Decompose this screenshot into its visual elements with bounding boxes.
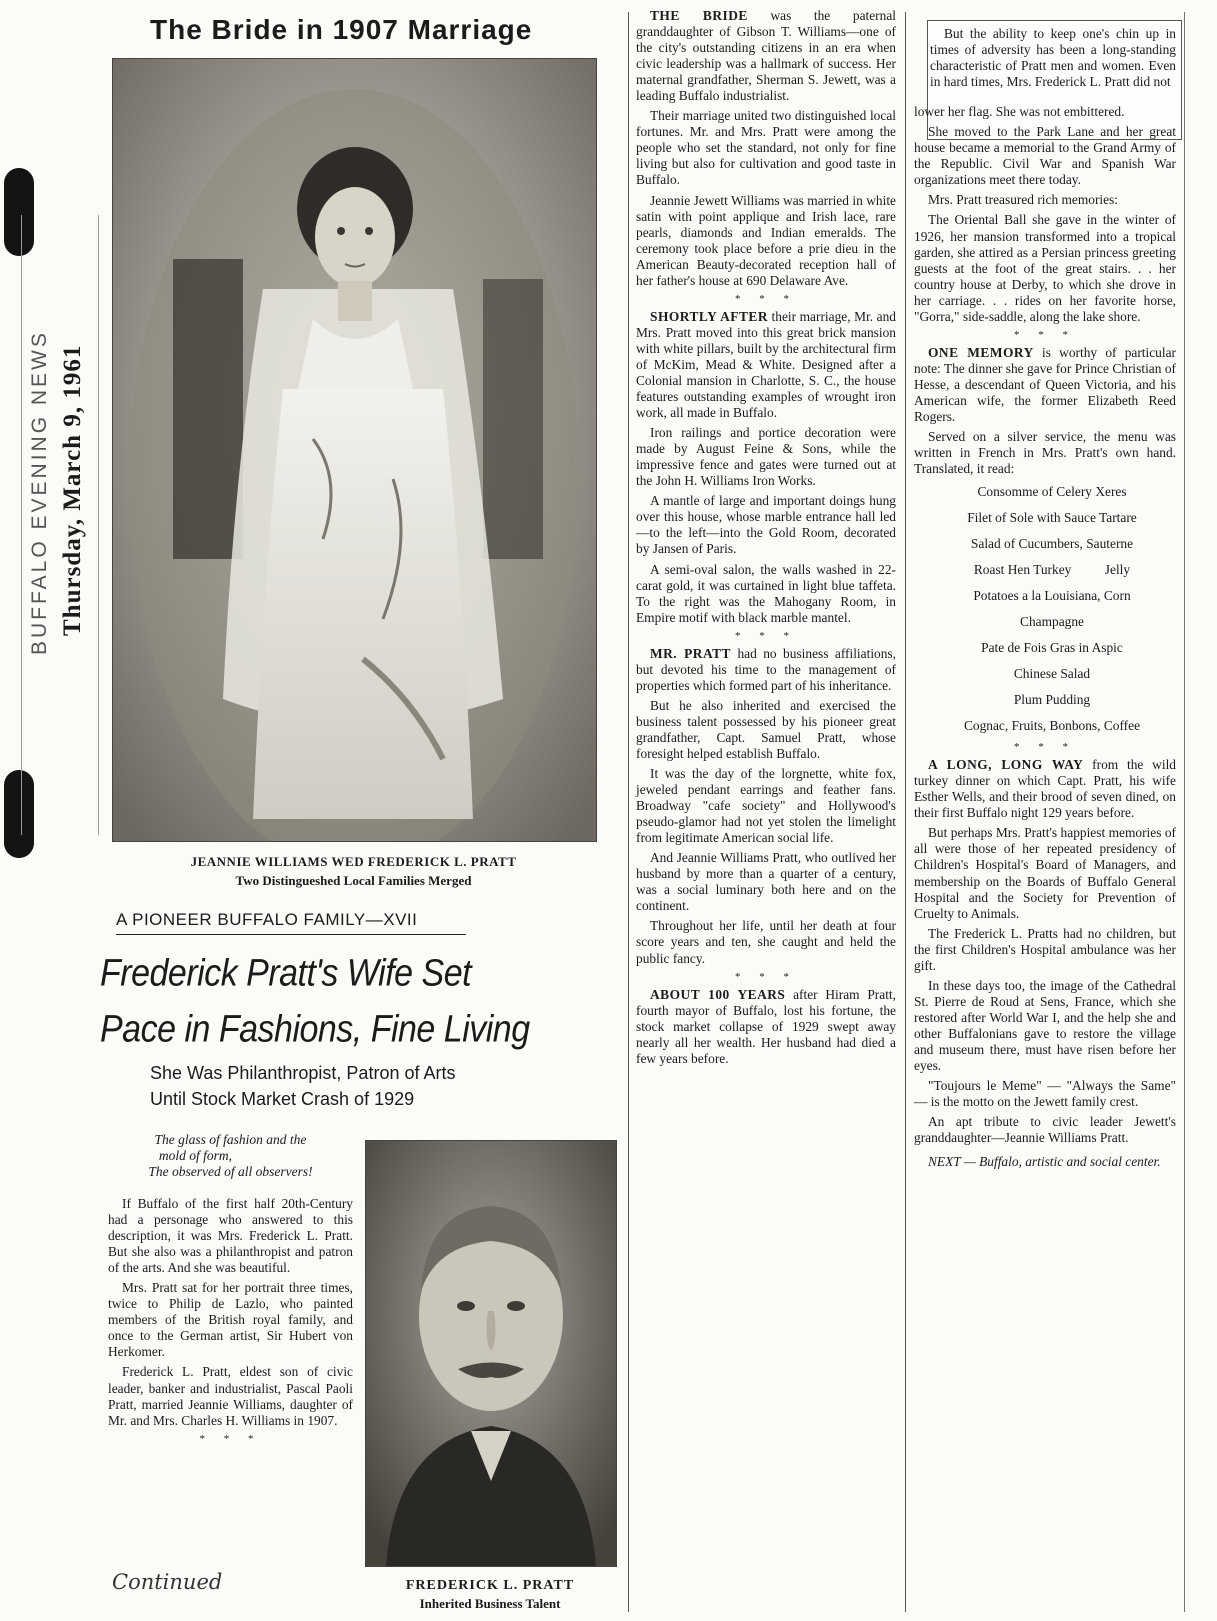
series-rule (116, 934, 466, 935)
column1-paragraph: If Buffalo of the first half 20th-Century had a personage who answered to this description, it was Mrs. Frederick L. Pratt. But she also was a philanthropist and patron of the arts. And she was beautiful. (108, 1196, 353, 1276)
column3-paragraph: The Frederick L. Pratts had no children, but the first Children's Hospital ambulance was her gift. (914, 925, 1176, 973)
column1-paragraph: Frederick L. Pratt, eldest son of civic leader, banker and industrialist, Pascal Paoli Pratt, married Jeannie Williams, daughter of Mr. and Mrs. Charles H. Williams in 1907. (108, 1364, 353, 1428)
bride-photo-caption (112, 852, 595, 890)
section-divider: * * * (735, 970, 797, 983)
section-divider: * * * (1014, 741, 1076, 754)
pratt-portrait-photo (365, 1140, 617, 1567)
column2-paragraph: Throughout her life, until her death at four score years and ten, she caught and held the public fancy. (636, 918, 896, 966)
column-rule-far-right (1184, 12, 1185, 1612)
lead-in: SHORTLY AFTER (650, 308, 768, 324)
column2-paragraph: Jeannie Jewett Williams was married in white satin with point applique and Irish lace, rare pearls, diamonds and Indian emeralds. The ceremony took place before a prie dieu in the American Beauty-decorated reception hall of her father's house at 690 Delaware Ave. (636, 192, 896, 288)
column3-paragraph: "Toujours le Meme" — "Always the Same" — is the motto on the Jewett family crest. (914, 1078, 1176, 1110)
dinner-menu (914, 481, 1176, 737)
menu-item: Champagne (1020, 614, 1084, 630)
column3-paragraph: A LONG, LONG WAY from the wild turkey dinner on which Capt. Pratt, his wife Esther Wells, and their brood of seven dined, on their first Buffalo night 129 years before. (914, 757, 1176, 821)
column3-paragraph: Mrs. Pratt treasured rich memories: (928, 192, 1119, 208)
column3-paragraph: The Oriental Ball she gave in the winter of 1926, her mansion transformed into a tropical garden, she attired as a Persian princess greeting guests at the foot of the great stairs. . . her country house at Derby, to which she drove in her carriage. . . rides on her favorite horse, "Gorra," side-saddle, along the lake shore. (914, 212, 1176, 324)
menu-item: Pate de Fois Gras in Aspic (981, 640, 1123, 656)
masthead-paper: BUFFALO EVENING NEWS (28, 330, 51, 655)
column3-paragraph: lower her flag. She was not embittered. (914, 104, 1125, 120)
column1-text (108, 1196, 353, 1449)
epigraph-line1: The glass of fashion and the (154, 1132, 307, 1147)
lead-in: MR. PRATT (650, 645, 731, 661)
column2-paragraph: Iron railings and portice decoration were made by August Feine & Sons, while the impressive fence and gates were turned out at the John H. Williams Iron Works. (636, 425, 896, 489)
section-divider: * * * (735, 629, 797, 642)
menu-item: Plum Pudding (1013, 692, 1091, 708)
headline-line1: Frederick Pratt's Wife Set (100, 951, 472, 995)
bride-caption-line1: JEANNIE WILLIAMS WED FREDERICK L. PRATT (190, 854, 517, 869)
headline-line2: Pace in Fashions, Fine Living (100, 1007, 530, 1051)
column2-paragraph: Their marriage united two distinguished local fortunes. Mr. and Mrs. Pratt were among the people who set the standard, not only for fine living but also for cultivation and good taste in Buffalo. (636, 108, 896, 188)
column3-text (914, 26, 1176, 1174)
bride-caption-line2: Two Distingueshed Local Families Merged (235, 873, 472, 888)
menu-item: Salad of Cucumbers, Sauterne (970, 536, 1134, 552)
column3-paragraph: Served on a silver service, the menu was written in French in Mrs. Pratt's own hand. Translated, it read: (914, 429, 1176, 477)
epigraph-line2: mold of form, (158, 1148, 233, 1163)
column2-paragraph: SHORTLY AFTER their marriage, Mr. and Mrs. Pratt moved into this great brick mansion with white pillars, built by the architectural firm of McKim, Mead & White. Designed after a Colonial mansion in Charlotte, S. C., the house features outstanding examples of wrought iron work, all made in Buffalo. (636, 308, 896, 421)
main-headline (100, 945, 615, 1057)
epigraph (108, 1132, 353, 1180)
column2-paragraph: But he also inherited and exercised the business talent possessed by his pioneer great grandfather, Capt. Samuel Pratt, whose foresight helped establish Buffalo. (636, 697, 896, 761)
masthead-border (21, 215, 22, 835)
masthead-border-right (98, 215, 99, 835)
column3-paragraph: But the ability to keep one's chin up in times of adversity has been a long-standing characteristic of Pratt men and women. Even in hard times, Mrs. Frederick L. Pratt did not (930, 26, 1176, 90)
column3-paragraph: ONE MEMORY is worthy of particular note: The dinner she gave for Prince Christian of Hesse, a descendant of Queen Victoria, and his American wife, the former Elizabeth Reed Rogers. (914, 344, 1177, 424)
lead-in: ONE MEMORY (928, 344, 1034, 360)
pratt-caption-line1: FREDERICK L. PRATT (405, 1578, 575, 1593)
next-installment: NEXT — Buffalo, artistic and social center. (928, 1154, 1161, 1170)
binder-hole-top (4, 168, 34, 256)
section-divider: * * * (199, 1432, 262, 1445)
column2-text (636, 8, 896, 1071)
pratt-caption-line2: Inherited Business Talent (419, 1596, 561, 1611)
column2-paragraph: And Jeannie Williams Pratt, who outlived her husband by more than a quarter of a century, was a social luminary both here and on the continent. (636, 850, 896, 914)
column-rule-left (628, 12, 629, 1612)
subhead-line2: Until Stock Market Crash of 1929 (150, 1089, 415, 1109)
column2-paragraph: It was the day of the lorgnette, white fox, jeweled pendant earrings and feather fans. Broadway "cafe society" and Hollywood's pseudo-glamor had not yet stolen the limelight from legitimate American social life. (636, 766, 896, 846)
pratt-photo-caption (365, 1577, 615, 1613)
column1-paragraph: Mrs. Pratt sat for her portrait three times, twice to Philip de Lazlo, who painted members of the British royal family, and once to the German artist, Sir Hubert von Herkomer. (108, 1280, 353, 1360)
column2-paragraph: A mantle of large and important doings hung over this house, whose marble entrance hall led—to the left—into the Gold Room, decorated by Jansen of Paris. (636, 493, 896, 557)
subhead (150, 1060, 455, 1112)
column2-paragraph: A semi-oval salon, the walls washed in 22-carat gold, it was curtained in light blue taffeta. To the right was the Mahogany Room, in Empire motif with black marble mantel. (636, 561, 896, 625)
column3-paragraph: She moved to the Park Lane and her great house became a memorial to the Grand Army of the Republic. Civil War and Spanish War organizations meet there today. (914, 124, 1176, 188)
pratt-portrait-image (366, 1141, 616, 1566)
column3-paragraph: In these days too, the image of the Cathedral St. Pierre de Roud at Sens, France, which she restored after World War I, and the help she and other Buffalonians gave to restore the village and museum there, must have risen before her eyes. (914, 977, 1176, 1074)
menu-item: Filet of Sole with Sauce Tartare (967, 510, 1137, 526)
handwritten-continued: Continued (112, 1570, 223, 1594)
epigraph-line3: The observed of all observers! (148, 1164, 313, 1179)
column3-paragraph: An apt tribute to civic leader Jewett's granddaughter—Jeannie Williams Pratt. (914, 1114, 1176, 1146)
menu-item: Cognac, Fruits, Bonbons, Coffee (963, 718, 1141, 734)
lead-in: A LONG, LONG WAY (928, 757, 1084, 773)
lead-in: ABOUT 100 YEARS (650, 986, 786, 1002)
series-label: A PIONEER BUFFALO FAMILY—XVII (116, 910, 418, 929)
bride-portrait-photo (112, 58, 597, 842)
menu-item: Consomme of Celery Xeres (977, 484, 1127, 500)
column-rule-right (905, 12, 906, 1612)
masthead-date: Thursday, March 9, 1961 (59, 344, 86, 636)
column2-paragraph: MR. PRATT had no business affiliations, but devoted his time to the management of properties which formed part of his inheritance. (636, 645, 896, 693)
menu-item: Potatoes a la Louisiana, Corn (973, 588, 1131, 604)
bride-portrait-image (113, 59, 596, 841)
lead-in: THE BRIDE (650, 8, 748, 23)
menu-item: Chinese Salad (1013, 666, 1091, 682)
menu-item: Roast Hen Turkey Jelly (973, 562, 1131, 578)
column2-paragraph: ABOUT 100 YEARS after Hiram Pratt, fourth mayor of Buffalo, lost his fortune, the stock market collapse of 1929 swept away nearly all her wealth. Her husband had died a few years before. (636, 986, 896, 1066)
top-headline: The Bride in 1907 Marriage (150, 14, 533, 45)
column2-paragraph: THE BRIDE was the paternal granddaughter of Gibson T. Williams—one of the city's outstanding citizens in an era when civic leadership was a hallmark of success. Her maternal grandfather, Sherman S. Jewett, was a leading Buffalo industrialist. (636, 8, 896, 104)
section-divider: * * * (1014, 328, 1076, 341)
column3-paragraph: But perhaps Mrs. Pratt's happiest memories of all were those of her repeated presidency of Children's Hospital's Board of Managers, and membership on the Boards of Buffalo General Hospital and the Society for Prevention of Cruelty to Animals. (914, 825, 1176, 921)
binder-hole-bottom (4, 770, 34, 858)
section-divider: * * * (735, 292, 797, 305)
subhead-line1: She Was Philanthropist, Patron of Arts (150, 1063, 456, 1083)
